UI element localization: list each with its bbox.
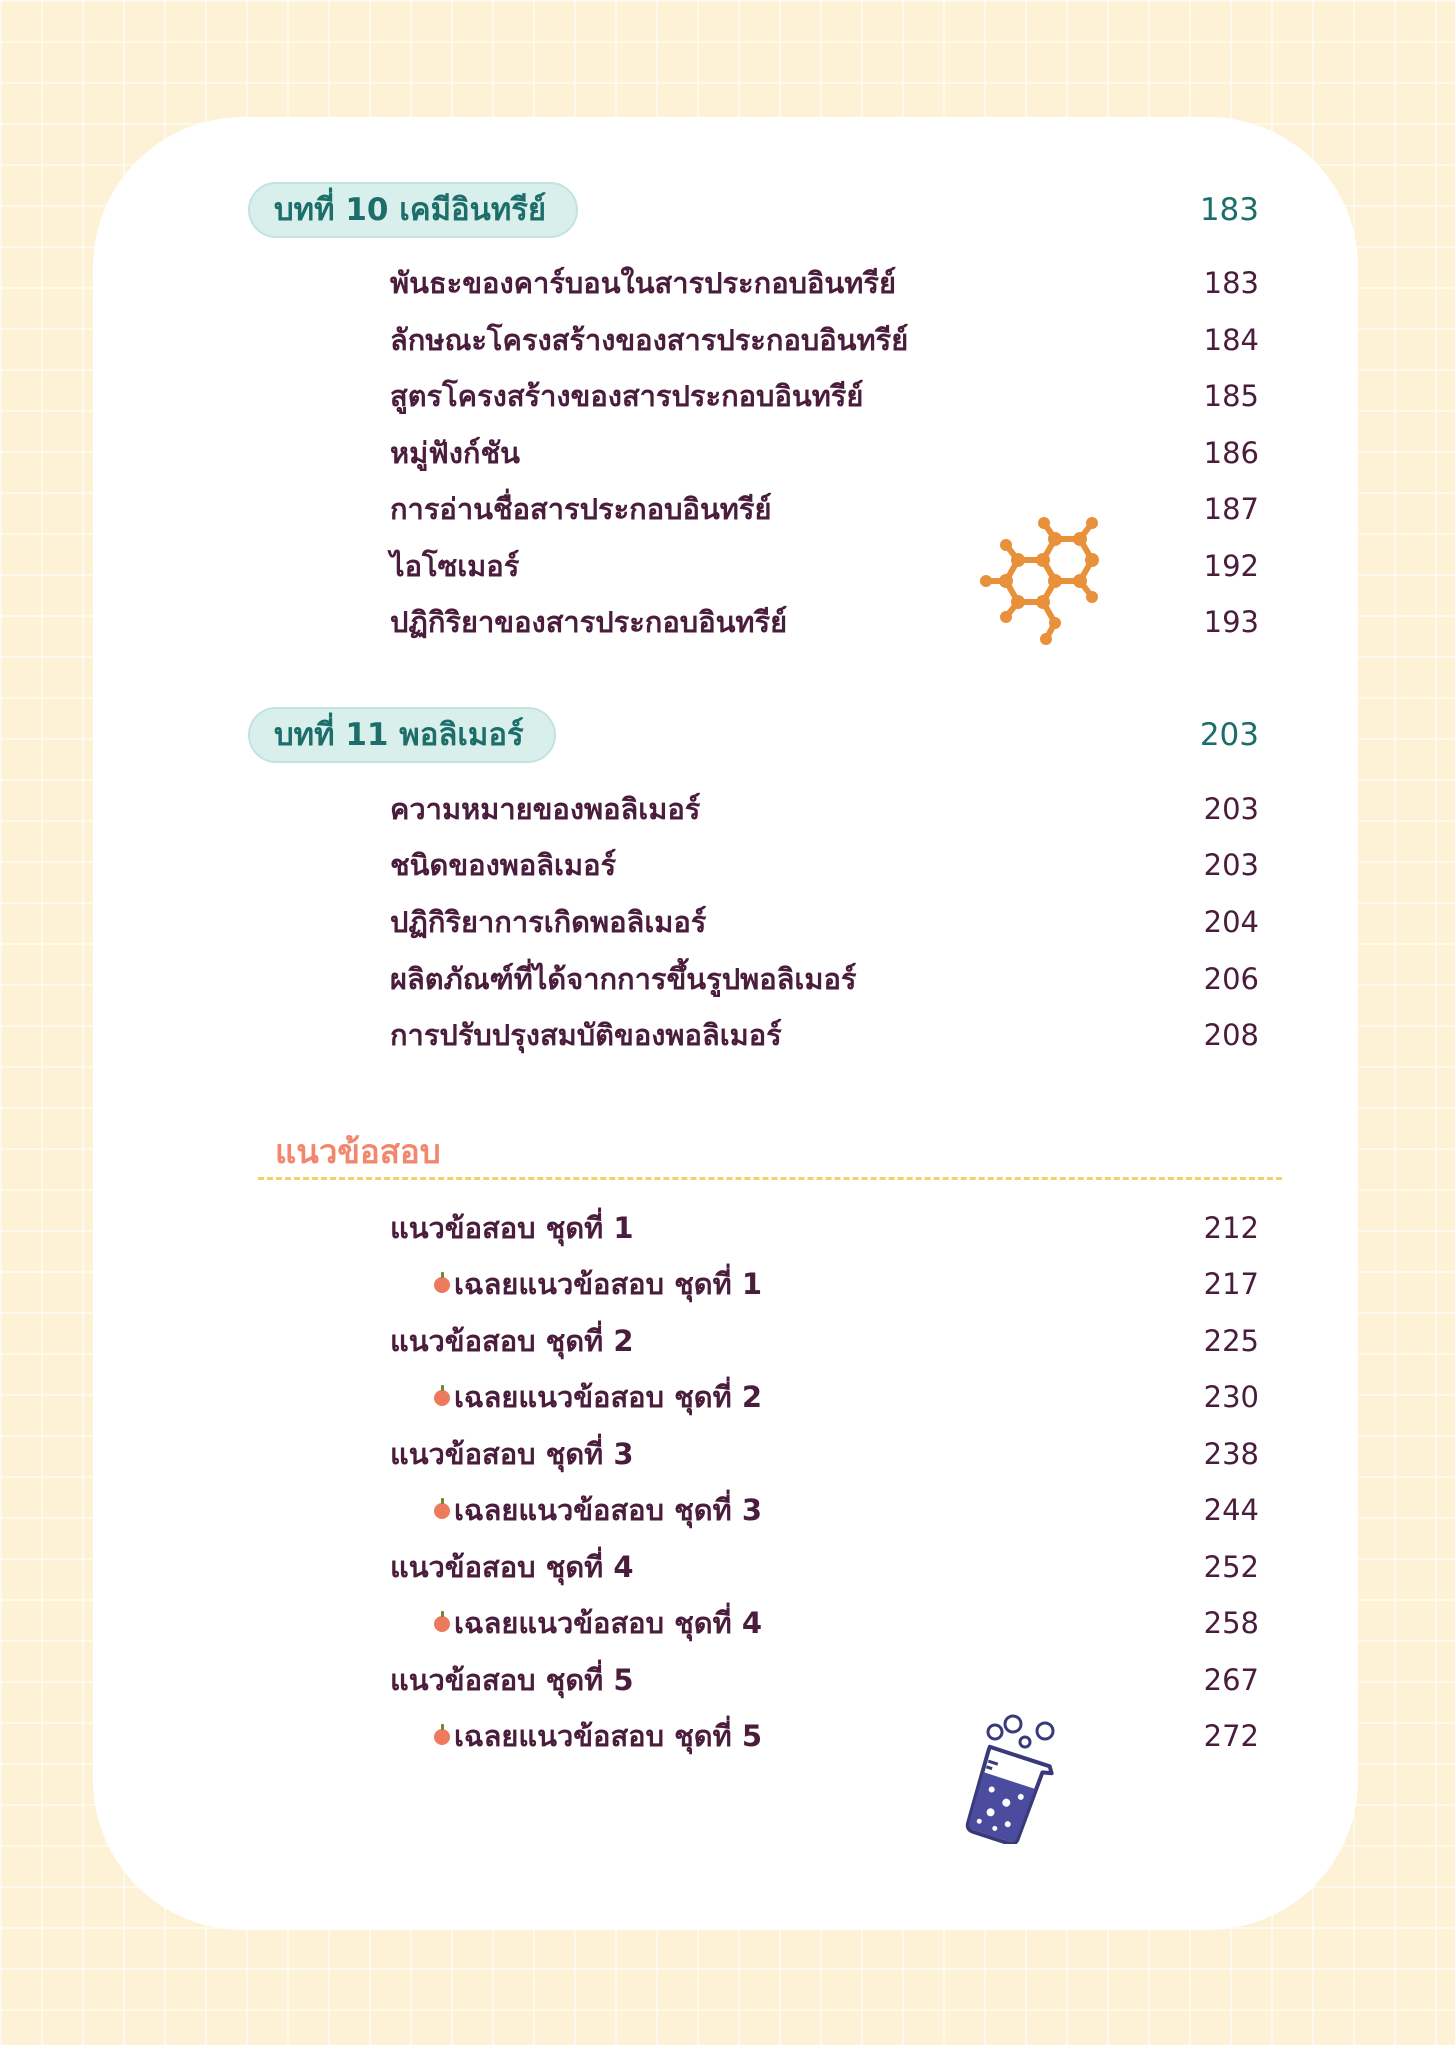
exam-item[interactable] [390,1433,1259,1475]
toc-item[interactable] [390,432,1259,474]
toc-item[interactable] [390,788,1259,830]
answer-item[interactable] [390,1489,1259,1531]
exam-item-label: แนวข้อสอบ ชุดที่ 4 [390,1550,634,1584]
answer-item-label: เฉลยแนวข้อสอบ ชุดที่ 4 [454,1606,762,1640]
answer-item-page: 217 [1203,1267,1259,1301]
exam-item[interactable] [390,1546,1259,1588]
toc-item[interactable] [390,1014,1259,1056]
chapter-10-heading: บทที่ 10 เคมีอินทรีย์ [248,182,578,238]
toc-item-label: การปรับปรุงสมบัติของพอลิเมอร์ [390,1018,782,1052]
toc-item[interactable] [390,958,1259,1000]
toc-item-page: 186 [1203,436,1259,470]
toc-item-label: หมู่ฟังก์ชัน [390,436,520,470]
toc-item-page: 184 [1203,323,1259,357]
answer-item-page: 230 [1203,1380,1259,1414]
exam-item[interactable] [390,1207,1259,1249]
exam-section-heading: แนวข้อสอบ [275,1132,441,1171]
toc-item-page: 206 [1203,962,1259,996]
chapter-11-heading: บทที่ 11 พอลิเมอร์ [248,707,556,763]
toc-item-page: 192 [1203,549,1259,583]
toc-item-label: ลักษณะโครงสร้างของสารประกอบอินทรีย์ [390,323,909,357]
toc-item-label: พันธะของคาร์บอนในสารประกอบอินทรีย์ [390,266,896,300]
chapter-11-page: 203 [1199,717,1259,753]
toc-item[interactable] [390,262,1259,304]
toc-item-page: 187 [1203,492,1259,526]
toc-item-page: 193 [1203,605,1259,639]
toc-item-page: 185 [1203,379,1259,413]
exam-item-page: 225 [1203,1324,1259,1358]
answer-item[interactable] [390,1376,1259,1418]
section-divider [258,1177,1282,1180]
toc-item-label: การอ่านชื่อสารประกอบอินทรีย์ [390,492,772,526]
toc-item-page: 204 [1203,905,1259,939]
exam-item-page: 212 [1203,1211,1259,1245]
answer-item-page: 258 [1203,1606,1259,1640]
answer-item[interactable] [390,1715,1259,1757]
exam-item-page: 238 [1203,1437,1259,1471]
toc-item-page: 203 [1203,848,1259,882]
answer-item-page: 244 [1203,1493,1259,1527]
answer-item[interactable] [390,1602,1259,1644]
toc-item-label: ปฏิกิริยาของสารประกอบอินทรีย์ [390,605,788,639]
answer-item-page: 272 [1203,1719,1259,1753]
exam-item[interactable] [390,1659,1259,1701]
toc-item[interactable] [390,901,1259,943]
toc-item-label: ไอโซเมอร์ [390,549,520,583]
toc-item-label: สูตรโครงสร้างของสารประกอบอินทรีย์ [390,379,864,413]
toc-item[interactable] [390,844,1259,886]
toc-item-page: 208 [1203,1018,1259,1052]
answer-item-label: เฉลยแนวข้อสอบ ชุดที่ 5 [454,1719,762,1753]
beaker-icon [950,1712,1065,1844]
toc-item[interactable] [390,601,1259,643]
answer-item[interactable] [390,1263,1259,1305]
toc-item[interactable] [390,319,1259,361]
toc-item-label: ปฏิกิริยาการเกิดพอลิเมอร์ [390,905,707,939]
toc-item[interactable] [390,545,1259,587]
toc-item[interactable] [390,375,1259,417]
answer-item-label: เฉลยแนวข้อสอบ ชุดที่ 1 [454,1267,762,1301]
answer-item-label: เฉลยแนวข้อสอบ ชุดที่ 3 [454,1493,762,1527]
molecule-icon [970,505,1100,650]
exam-item-label: แนวข้อสอบ ชุดที่ 5 [390,1663,634,1697]
answer-item-label: เฉลยแนวข้อสอบ ชุดที่ 2 [454,1380,762,1414]
exam-item-page: 267 [1203,1663,1259,1697]
toc-item[interactable] [390,488,1259,530]
exam-item-page: 252 [1203,1550,1259,1584]
exam-item-label: แนวข้อสอบ ชุดที่ 3 [390,1437,634,1471]
toc-item-label: ชนิดของพอลิเมอร์ [390,848,617,882]
exam-item-label: แนวข้อสอบ ชุดที่ 2 [390,1324,634,1358]
exam-item[interactable] [390,1320,1259,1362]
toc-item-page: 183 [1203,266,1259,300]
toc-item-page: 203 [1203,792,1259,826]
toc-item-label: ความหมายของพอลิเมอร์ [390,792,701,826]
toc-item-label: ผลิตภัณฑ์ที่ได้จากการขึ้นรูปพอลิเมอร์ [390,962,857,996]
exam-item-label: แนวข้อสอบ ชุดที่ 1 [390,1211,634,1245]
chapter-10-page: 183 [1199,192,1259,228]
